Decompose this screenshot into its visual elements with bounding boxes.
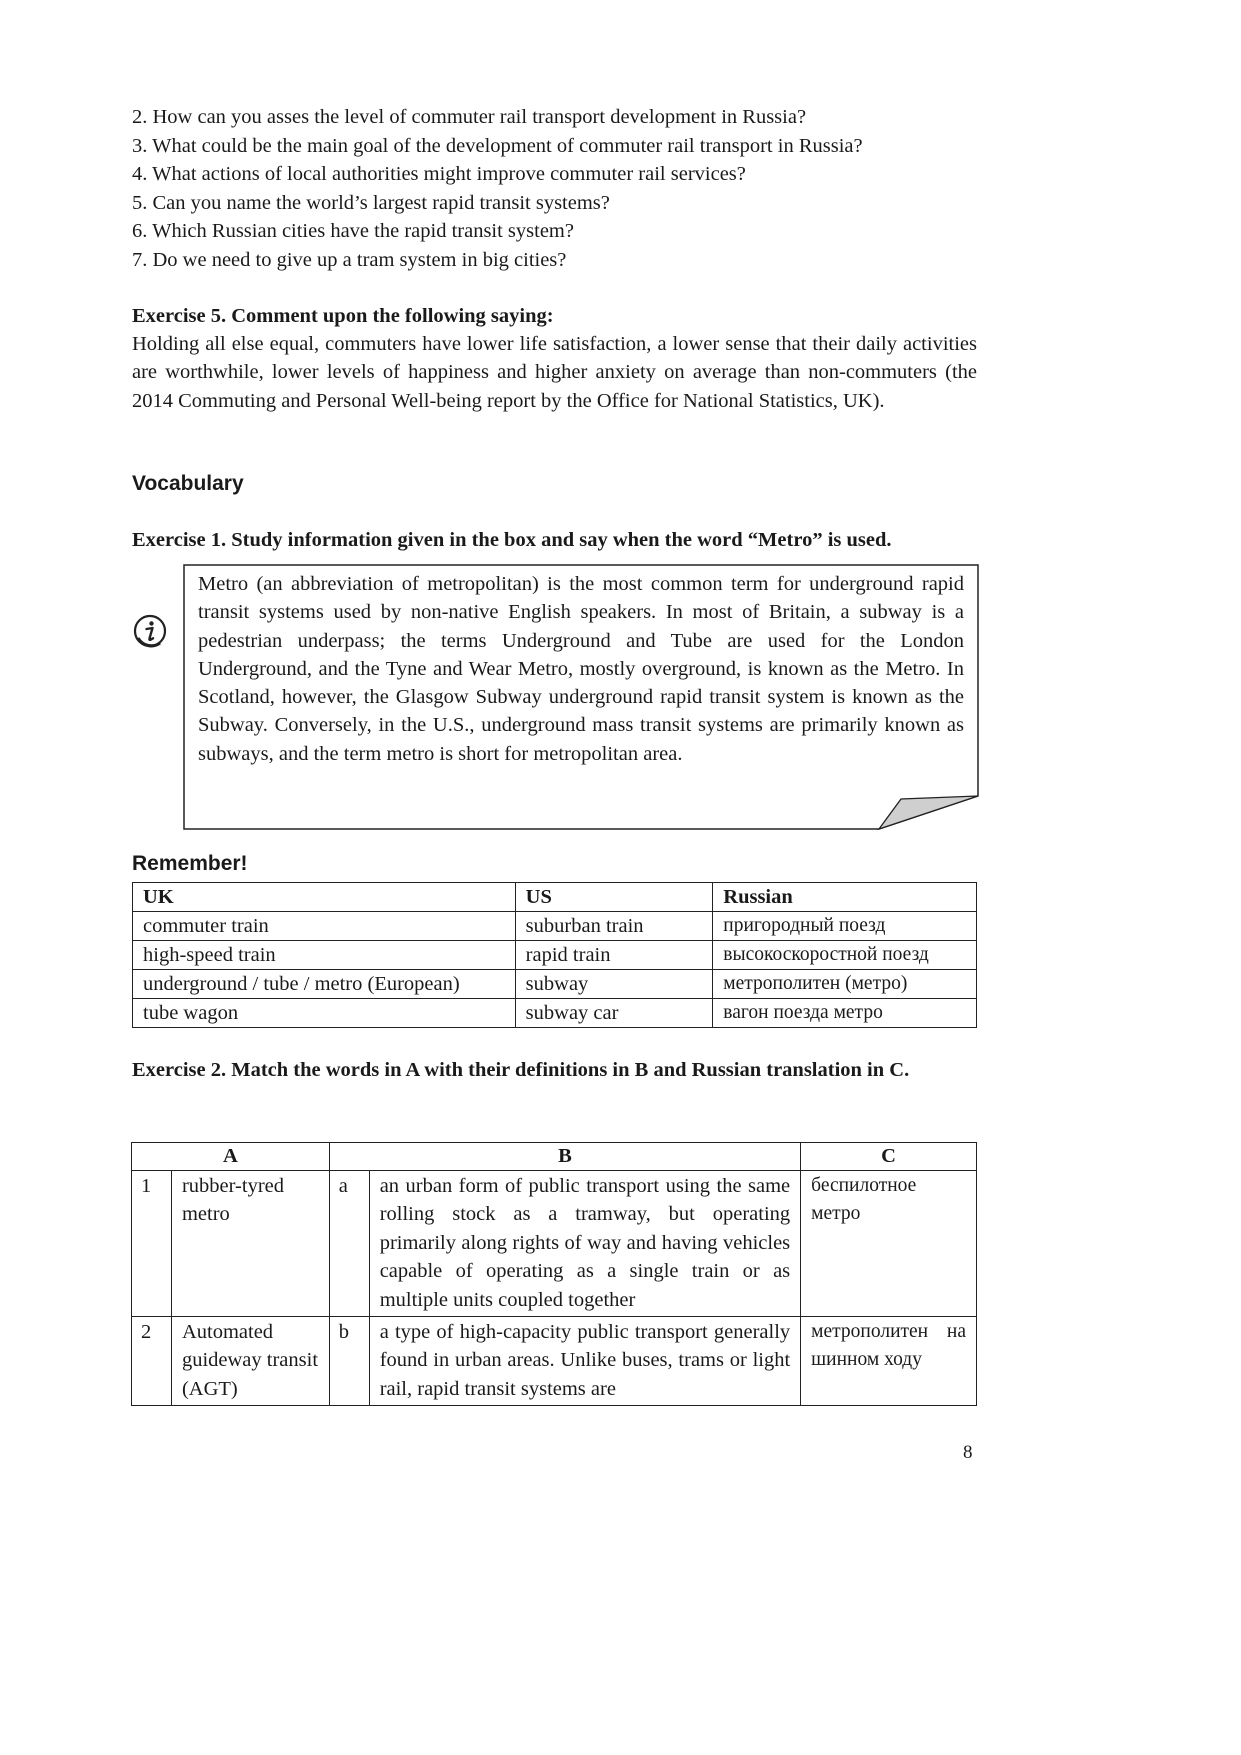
table-cell: высокоскоростной поезд xyxy=(713,941,977,970)
remember-title: Remember! xyxy=(132,852,248,875)
question-item: 6. Which Russian cities have the rapid transit system? xyxy=(132,220,574,243)
question-item: 5. Can you name the world’s largest rapid transit systems? xyxy=(132,191,610,214)
page-number: 8 xyxy=(963,1442,973,1463)
column-header-c: C xyxy=(801,1143,977,1171)
column-header-russian: Russian xyxy=(713,883,977,912)
definition-letter: b xyxy=(329,1317,369,1406)
table-cell: вагон поезда метро xyxy=(713,999,977,1028)
table-cell: subway car xyxy=(515,999,713,1028)
column-header-uk: UK xyxy=(133,883,516,912)
table-row xyxy=(133,941,977,970)
term-cell: Automated guideway transit (AGT) xyxy=(171,1317,329,1406)
exercise-5-quote: Holding all else equal, commuters have lower life satisfaction, a lower sense that their daily activities are worthwhile, lower levels of happiness and higher anxiety on average than non-commuters (the 2014 Commuting and Personal Well-being report by the Office for National Statistics, UK). xyxy=(132,333,977,412)
table-row xyxy=(132,1317,977,1406)
term-cell: rubber-tyred metro xyxy=(171,1171,329,1317)
exercise-5-heading: Exercise 5. Comment upon the following saying: xyxy=(132,305,554,327)
table-row xyxy=(132,1171,977,1317)
russian-cell: беспилотное метро xyxy=(801,1171,977,1317)
column-header-a: A xyxy=(132,1143,330,1171)
table-cell: tube wagon xyxy=(133,999,516,1028)
question-item: 2. How can you asses the level of commuter rail transport development in Russia? xyxy=(132,106,807,128)
table-cell: rapid train xyxy=(515,941,713,970)
table-header-row xyxy=(132,1143,977,1171)
definition-letter: a xyxy=(329,1171,369,1317)
table-row xyxy=(133,970,977,999)
table-cell: suburban train xyxy=(515,912,713,941)
table-row xyxy=(133,912,977,941)
table-cell: commuter train xyxy=(133,912,516,941)
definition-cell: a type of high-capacity public transport generally found in urban areas. Unlike buses, trams or light rail, rapid transit systems are xyxy=(369,1317,800,1406)
matching-table xyxy=(131,1142,977,1406)
definition-cell: an urban form of public transport using the same rolling stock as a tramway, but operating primarily along rights of way and having vehicles capable of operating as a single train or as multiple units coupled together xyxy=(369,1171,800,1317)
table-cell: underground / tube / metro (European) xyxy=(133,970,516,999)
russian-cell: метрополитен на шинном ходу xyxy=(801,1317,977,1406)
row-number: 1 xyxy=(132,1171,172,1317)
info-icon xyxy=(133,614,167,648)
info-box-text: Metro (an abbreviation of metropolitan) is the most common term for underground rapid transit systems used by non-native English speakers. In most of Britain, a subway is a pedestrian underpass; the terms Underground and Tube are used for the London Underground, and the Tyne and Wear Metro, mostly overground, is known as the Metro. In Scotland, however, the Glasgow Subway underground rapid transit system is known as the Subway. Conversely, in the U.S., underground mass transit systems are primarily known as subways, and the term metro is short for metropolitan area. xyxy=(198,573,964,765)
question-item: 3. What could be the main goal of the development of commuter rail transport in Russia? xyxy=(132,134,863,157)
info-box xyxy=(183,564,979,830)
question-list xyxy=(132,103,977,275)
column-header-b: B xyxy=(329,1143,800,1171)
table-header-row xyxy=(133,883,977,912)
table-cell: пригородный поезд xyxy=(713,912,977,941)
row-number: 2 xyxy=(132,1317,172,1406)
question-item: 7. Do we need to give up a tram system in big cities? xyxy=(132,248,567,271)
column-header-us: US xyxy=(515,883,713,912)
question-item: 4. What actions of local authorities might improve commuter rail services? xyxy=(132,163,746,186)
table-cell: subway xyxy=(515,970,713,999)
table-cell: метрополитен (метро) xyxy=(713,970,977,999)
table-cell: high-speed train xyxy=(133,941,516,970)
table-row xyxy=(133,999,977,1028)
exercise-2-heading: Exercise 2. Match the words in A with their definitions in B and Russian translation in C. xyxy=(132,1059,910,1081)
exercise-5 xyxy=(132,302,977,415)
section-title-vocabulary: Vocabulary xyxy=(132,472,244,495)
remember-table xyxy=(132,882,977,1028)
exercise-1-heading: Exercise 1. Study information given in the box and say when the word “Metro” is used. xyxy=(132,529,892,551)
